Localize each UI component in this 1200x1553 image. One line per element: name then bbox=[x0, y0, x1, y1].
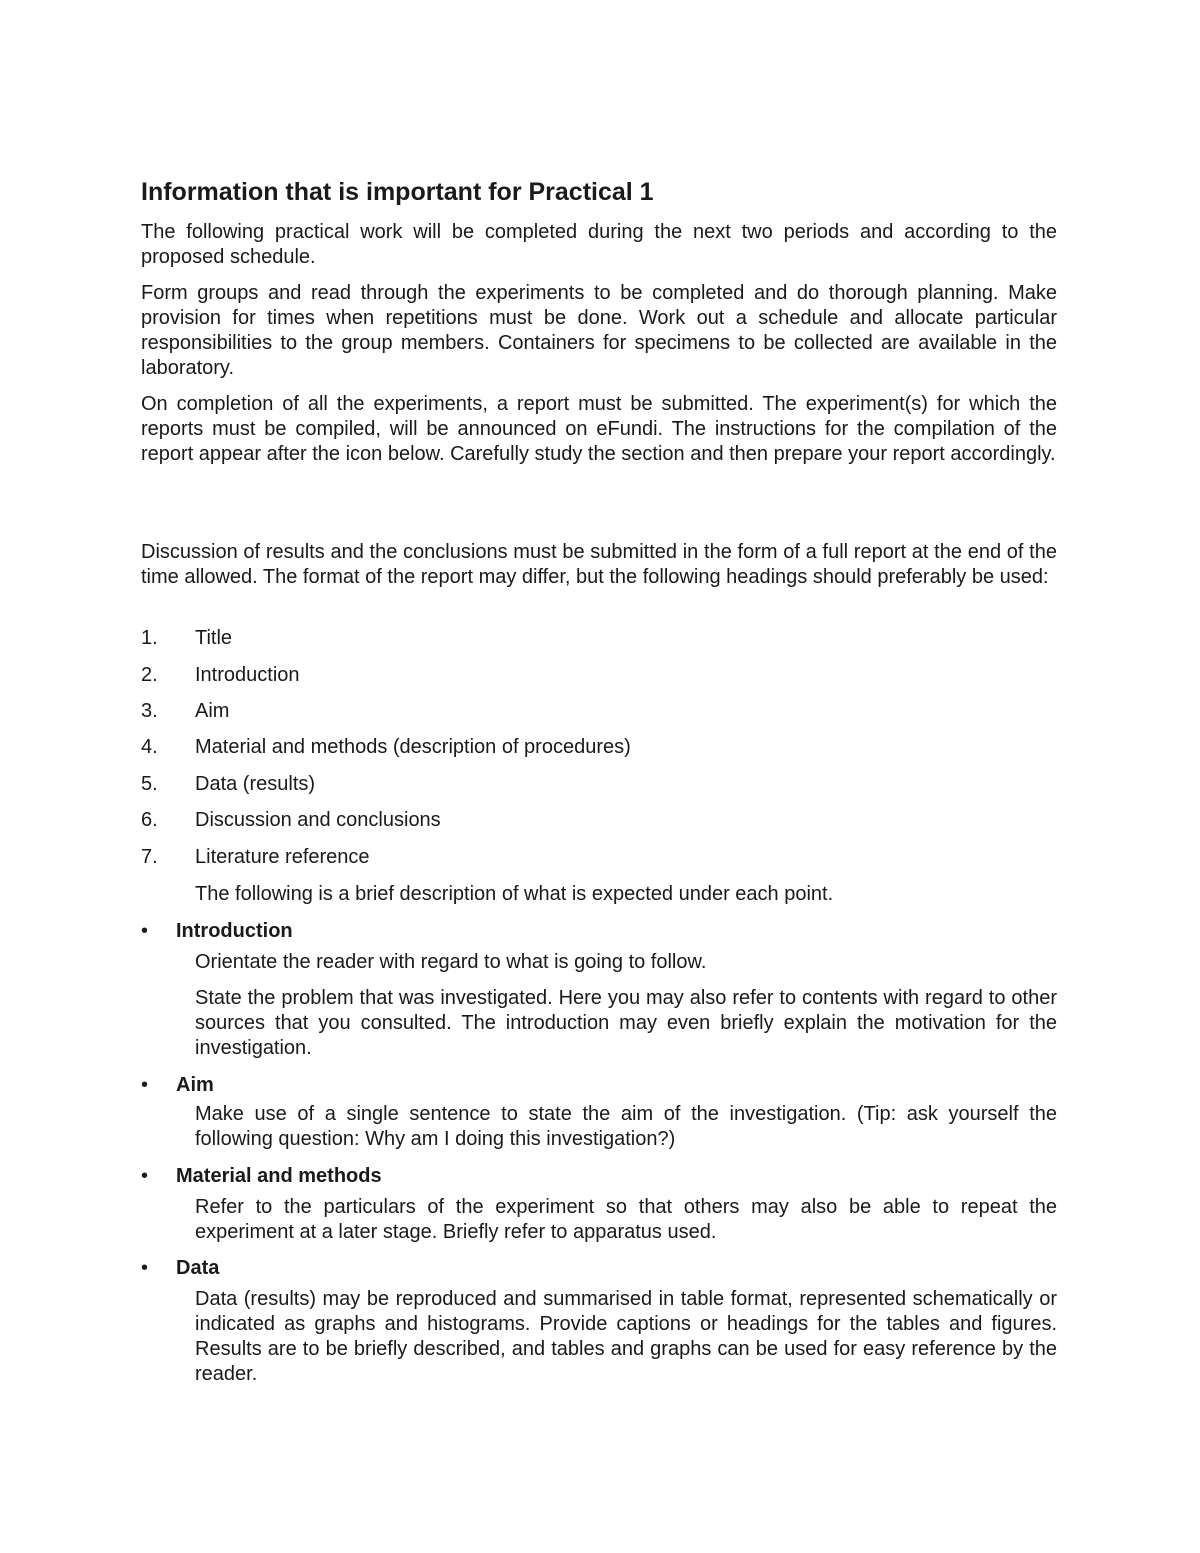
list-number: 3. bbox=[141, 700, 158, 722]
intro-paragraph: On completion of all the experiments, a report must be submitted. The experiment(s) for which the reports must be compiled, will be announced on eFundi. The instructions for the compilation of the report appear after the icon below. Carefully study the section and then prepare your report accordingly. bbox=[141, 393, 1057, 465]
section-paragraph: State the problem that was investigated. Here you may also refer to contents with regard to other sources that you consulted. The introduction may even briefly explain the motivation for the investigation. bbox=[195, 987, 1057, 1059]
intro-paragraph: The following practical work will be completed during the next two periods and according to the proposed schedule. bbox=[141, 221, 1057, 268]
list-number: 6. bbox=[141, 809, 158, 831]
bullet-icon: • bbox=[141, 920, 149, 942]
section-heading-text: Material and methods bbox=[176, 1165, 382, 1187]
list-number: 4. bbox=[141, 736, 158, 758]
page-title: Information that is important for Practical 1 bbox=[141, 178, 654, 206]
list-text: Literature reference bbox=[195, 846, 370, 868]
section-paragraph: Orientate the reader with regard to what is going to follow. bbox=[195, 951, 707, 973]
section-heading-text: Data bbox=[176, 1257, 220, 1279]
bullet-icon: • bbox=[141, 1074, 149, 1096]
list-text: Aim bbox=[195, 700, 230, 722]
section-heading-text: Aim bbox=[176, 1074, 214, 1096]
list-number: 1. bbox=[141, 627, 158, 649]
bullet-icon: • bbox=[141, 1165, 149, 1187]
section-paragraph: Data (results) may be reproduced and summarised in table format, represented schematically or indicated as graphs and histograms. Provide captions or headings for the tables and figures. Results are to be briefly described, and tables and graphs can be used for easy reference by the reader. bbox=[195, 1288, 1057, 1385]
list-text: Title bbox=[195, 627, 233, 649]
list-followup: The following is a brief description of what is expected under each point. bbox=[195, 883, 834, 905]
section-paragraph: Make use of a single sentence to state the aim of the investigation. (Tip: ask yourself the following question: Why am I doing this investigation?) bbox=[195, 1103, 1057, 1150]
list-text: Discussion and conclusions bbox=[195, 809, 441, 831]
section-heading-text: Introduction bbox=[176, 920, 293, 942]
report-paragraph: Discussion of results and the conclusions must be submitted in the form of a full report at the end of the time allowed. The format of the report may differ, but the following headings should preferably be used: bbox=[141, 541, 1057, 588]
list-text: Data (results) bbox=[195, 773, 316, 795]
list-number: 2. bbox=[141, 664, 158, 686]
section-paragraph: Refer to the particulars of the experiment so that others may also be able to repeat the experiment at a later stage. Briefly refer to apparatus used. bbox=[195, 1196, 1057, 1243]
list-number: 7. bbox=[141, 846, 158, 868]
bullet-icon: • bbox=[141, 1257, 149, 1279]
list-number: 5. bbox=[141, 773, 158, 795]
list-text: Material and methods (description of procedures) bbox=[195, 736, 631, 758]
intro-paragraph: Form groups and read through the experiments to be completed and do thorough planning. Make provision for times when repetitions must be done. Work out a schedule and allocate particular responsibilities to the group members. Containers for specimens to be collected are available in the laboratory. bbox=[141, 282, 1057, 379]
list-text: Introduction bbox=[195, 664, 300, 686]
